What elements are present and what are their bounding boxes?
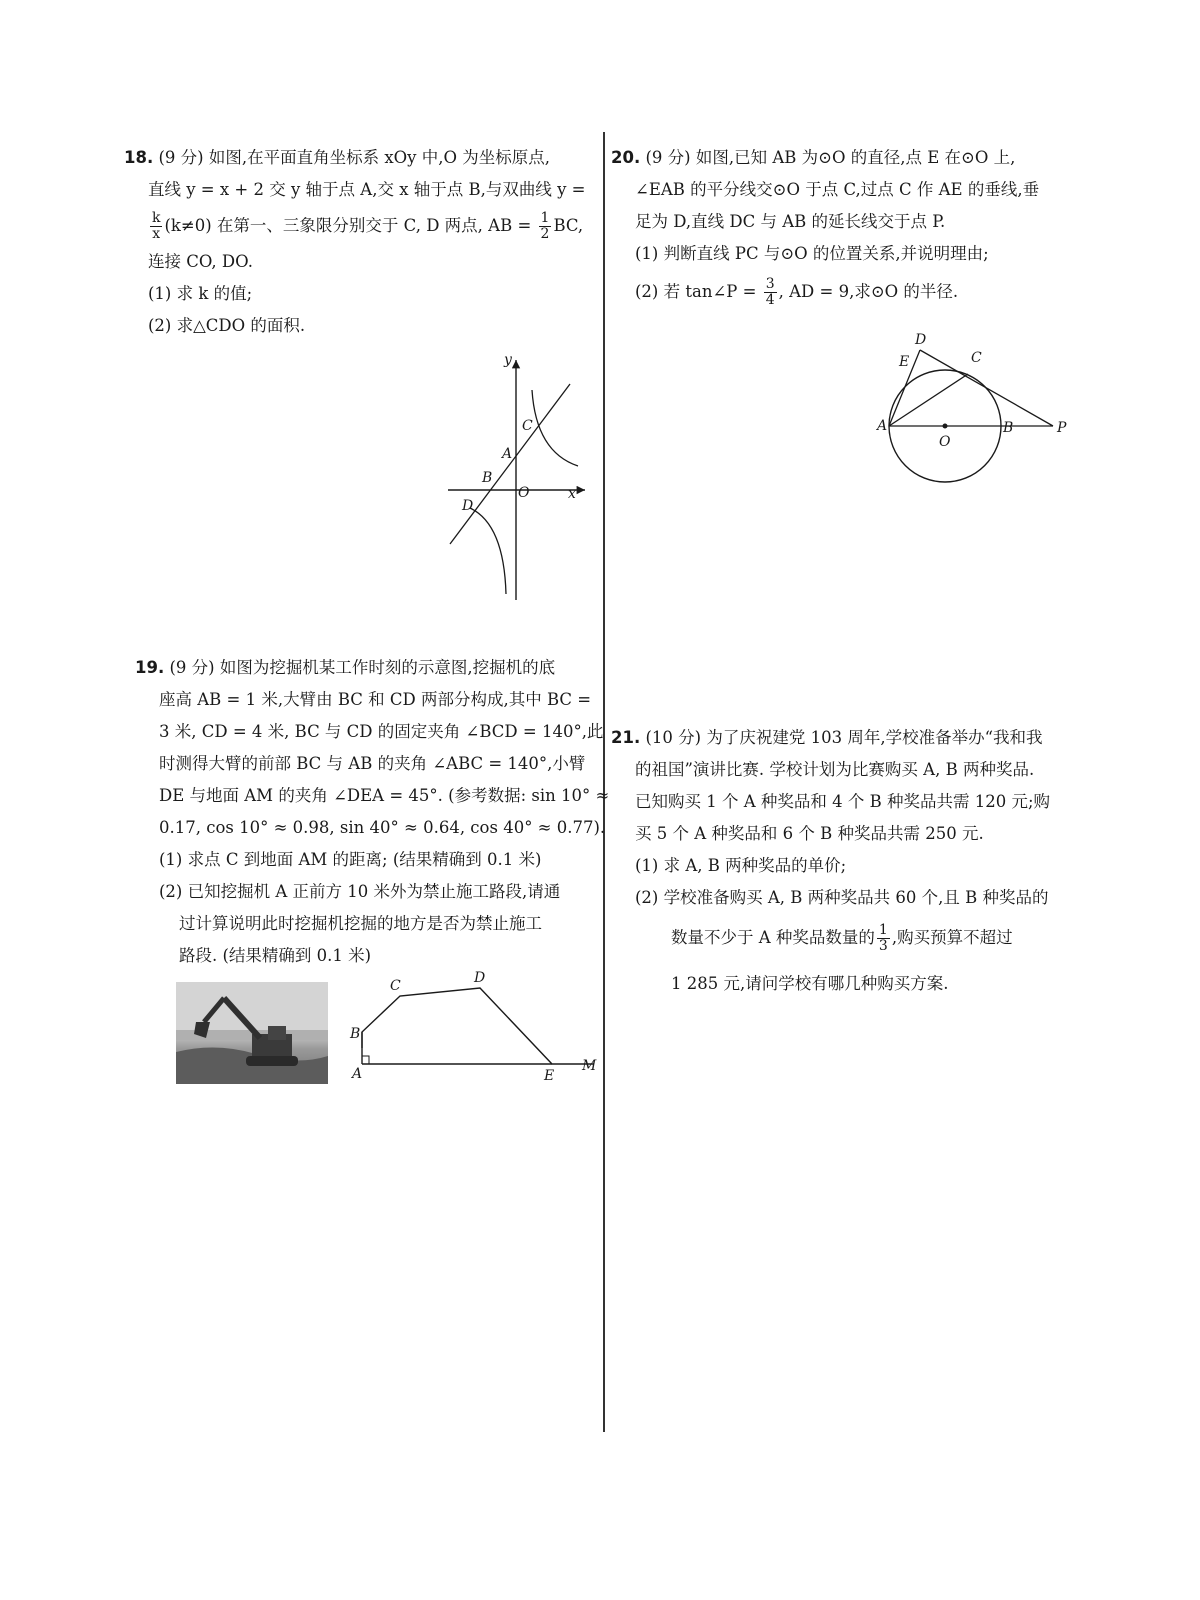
fraction-one-third: $\frac{1}{3}$ xyxy=(878,922,888,954)
center-dot xyxy=(943,424,948,429)
label-D: D xyxy=(462,498,474,514)
question-number: 18. xyxy=(124,148,154,167)
label-E: E xyxy=(544,1068,555,1084)
label-x: x xyxy=(568,486,576,502)
excavator-photo xyxy=(176,982,328,1084)
sub-question-2: (2) 求△CDO 的面积. xyxy=(148,316,306,335)
question-text: (9 分) 如图为挖掘机某工作时刻的示意图,挖掘机的底 xyxy=(169,658,556,677)
label-C: C xyxy=(390,978,401,994)
sub-question-1: (1) 求点 C 到地面 AM 的距离; (结果精确到 0.1 米) xyxy=(159,850,542,869)
label-B: B xyxy=(482,470,493,486)
question-text: (10 分) 为了庆祝建党 103 周年,学校准备举办“我和我 xyxy=(645,728,1043,747)
sub-question-2: (2) 若 tan∠P = xyxy=(635,282,757,301)
label-A: A xyxy=(502,446,513,462)
arm-outline xyxy=(362,988,594,1064)
q20-circle-figure xyxy=(875,330,1100,490)
question-text: ∠EAB 的平分线交⊙O 于点 C,过点 C 作 AE 的垂线,垂 xyxy=(635,180,1040,199)
q18-coordinate-figure xyxy=(448,352,598,604)
sub-question-2-cont: ,购买预算不超过 xyxy=(891,928,1013,947)
question-text: (k≠0) 在第一、三象限分别交于 C, D 两点, AB = xyxy=(164,216,532,235)
label-E: E xyxy=(899,354,910,370)
sub-question-2-cont: 过计算说明此时挖掘机挖掘的地方是否为禁止施工 xyxy=(179,914,542,933)
question-text: 直线 y = x + 2 交 y 轴于点 A,交 x 轴于点 B,与双曲线 y = xyxy=(148,180,586,199)
label-D: D xyxy=(915,332,927,348)
q19-excavator-diagram xyxy=(340,970,602,1092)
label-P: P xyxy=(1057,420,1067,436)
fraction-three-quarters: $\frac{3}{4}$ xyxy=(765,276,775,308)
sub-question-2-cont: 1 285 元,请问学校有哪几种购买方案. xyxy=(671,974,949,993)
label-C: C xyxy=(522,418,533,434)
question-number: 21. xyxy=(611,728,641,747)
question-text: 足为 D,直线 DC 与 AB 的延长线交于点 P. xyxy=(635,212,946,231)
fraction-k-over-x: $\frac{k}{x}$ xyxy=(152,210,161,242)
right-angle-mark xyxy=(362,1056,369,1064)
question-number: 19. xyxy=(135,658,165,677)
question-number: 20. xyxy=(611,148,641,167)
label-y: y xyxy=(504,352,512,368)
label-M: M xyxy=(582,1058,597,1074)
excavator-illustration xyxy=(176,982,328,1084)
hyperbola-branch-2 xyxy=(470,508,506,594)
label-C: C xyxy=(971,350,982,366)
question-text: 的祖国”演讲比赛. 学校计划为比赛购买 A, B 两种奖品. xyxy=(635,760,1035,779)
label-A: A xyxy=(352,1066,363,1082)
question-text: 已知购买 1 个 A 种奖品和 4 个 B 种奖品共需 120 元;购 xyxy=(635,792,1051,811)
hyperbola-branch-1 xyxy=(532,390,578,466)
question-text: BC, xyxy=(553,216,584,235)
sub-question-2: (2) 学校准备购买 A, B 两种奖品共 60 个,且 B 种奖品的 xyxy=(635,888,1049,907)
sub-question-2-cont: , AD = 9,求⊙O 的半径. xyxy=(778,282,959,301)
question-19 xyxy=(135,652,610,972)
line-y-equals-x-plus-2 xyxy=(450,384,570,544)
label-B: B xyxy=(350,1026,361,1042)
sub-question-1: (1) 求 k 的值; xyxy=(148,284,253,303)
sub-question-1: (1) 求 A, B 两种奖品的单价; xyxy=(635,856,847,875)
label-O: O xyxy=(939,434,951,450)
question-text: (9 分) 如图,在平面直角坐标系 xOy 中,O 为坐标原点, xyxy=(158,148,550,167)
question-text: 座高 AB = 1 米,大臂由 BC 和 CD 两部分构成,其中 BC = xyxy=(159,690,592,709)
sub-question-2-cont: 路段. (结果精确到 0.1 米) xyxy=(179,946,372,965)
label-D: D xyxy=(474,970,486,986)
question-text: 连接 CO, DO. xyxy=(148,252,253,271)
question-text: 时测得大臂的前部 BC 与 AB 的夹角 ∠ABC = 140°,小臂 xyxy=(159,754,586,773)
question-text: 0.17, cos 10° ≈ 0.98, sin 40° ≈ 0.64, cos 40° ≈ 0.77). xyxy=(159,818,606,837)
question-text: 买 5 个 A 种奖品和 6 个 B 种奖品共需 250 元. xyxy=(635,824,984,843)
line-DP xyxy=(920,350,1053,426)
line-AC xyxy=(889,374,968,426)
label-O: O xyxy=(518,485,530,501)
question-18 xyxy=(124,142,594,342)
label-B: B xyxy=(1003,420,1014,436)
question-text: 3 米, CD = 4 米, BC 与 CD 的固定夹角 ∠BCD = 140°,此 xyxy=(159,722,604,741)
fraction-one-half: $\frac{1}{2}$ xyxy=(540,210,550,242)
label-A: A xyxy=(877,418,888,434)
sub-question-2: (2) 已知挖掘机 A 正前方 10 米外为禁止施工路段,请通 xyxy=(159,882,561,901)
question-text: (9 分) 如图,已知 AB 为⊙O 的直径,点 E 在⊙O 上, xyxy=(645,148,1016,167)
sub-question-1: (1) 判断直线 PC 与⊙O 的位置关系,并说明理由; xyxy=(635,244,989,263)
sub-question-2-cont: 数量不少于 A 种奖品数量的 xyxy=(671,928,875,947)
question-text: DE 与地面 AM 的夹角 ∠DEA = 45°. (参考数据: sin 10° ≈ xyxy=(159,786,610,805)
question-20 xyxy=(611,142,1081,314)
question-21 xyxy=(611,722,1081,1006)
